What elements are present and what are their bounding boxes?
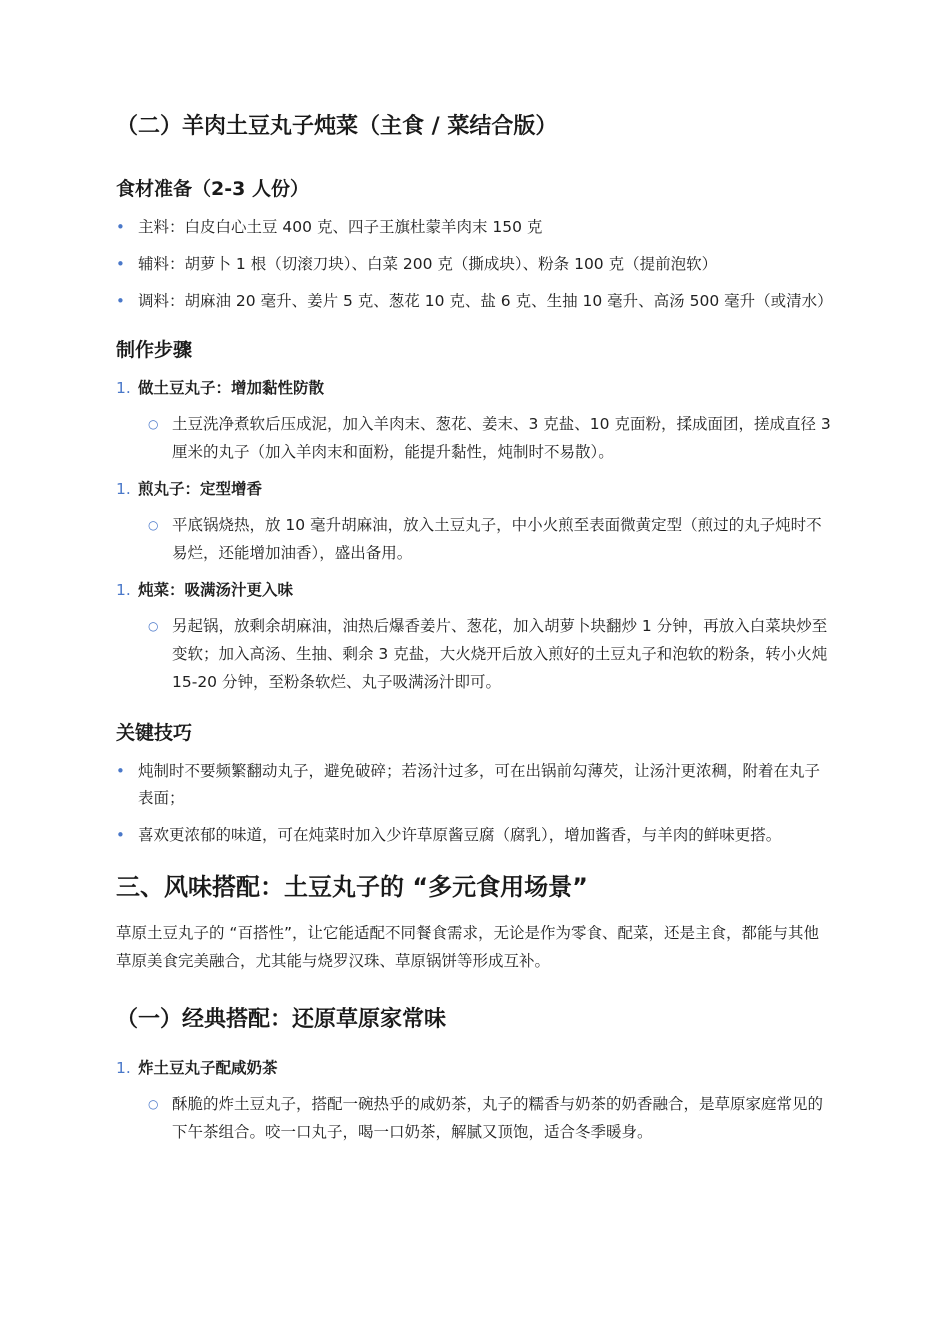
bullet-icon: • <box>116 292 125 310</box>
step-item <box>116 1055 834 1146</box>
list-item: • 炖制时不要频繁翻动丸子，避免破碎；若汤汁过多，可在出锅前勾薄芡，让汤汁更浓稠，附着在丸子表面； <box>116 758 834 812</box>
section-title-pairing: 三、风味搭配：土豆丸子的 “多元食用场景” <box>116 873 588 901</box>
step-detail: 土豆洗净煮软后压成泥，加入羊肉末、葱花、姜末、3 克盐、10 克面粉，揉成面团，搓成直径 3 厘米的丸子（加入羊肉末和面粉，能提升黏性，炖制时不易散）。 <box>172 415 831 461</box>
ingredients-list <box>116 214 834 315</box>
step-item <box>116 577 834 696</box>
section-subtitle-classic: （一）经典搭配：还原草原家常味 <box>116 1007 447 1032</box>
step-number: 1. <box>116 1059 131 1077</box>
circle-bullet-icon: ○ <box>148 1097 159 1111</box>
circle-bullet-icon: ○ <box>148 619 159 633</box>
tips-list <box>116 758 834 849</box>
step-number: 1. <box>116 581 131 599</box>
ingredients-title: 食材准备（2-3 人份） <box>116 178 309 200</box>
step-heading: 煎丸子：定型增香 <box>138 480 263 498</box>
list-item: • 主料：白皮白心土豆 400 克、四子王旗杜蒙羊肉末 150 克 <box>116 214 834 241</box>
step-item <box>116 476 834 567</box>
step-detail: 平底锅烧热，放 10 毫升胡麻油，放入土豆丸子，中小火煎至表面微黄定型（煎过的丸子炖时不易烂，还能增加油香），盛出备用。 <box>172 516 822 562</box>
bullet-icon: • <box>116 255 125 273</box>
step-detail: 酥脆的炸土豆丸子，搭配一碗热乎的咸奶茶，丸子的糯香与奶茶的奶香融合，是草原家庭常见的下午茶组合。咬一口丸子，喝一口奶茶，解腻又顶饱，适合冬季暖身。 <box>172 1095 824 1141</box>
bullet-icon: • <box>116 826 125 844</box>
list-item: • 调料：胡麻油 20 毫升、姜片 5 克、葱花 10 克、盐 6 克、生抽 10 毫升、高汤 500 毫升（或清水） <box>116 288 834 315</box>
step-heading: 炖菜：吸满汤汁更入味 <box>138 581 294 599</box>
circle-bullet-icon: ○ <box>148 518 159 532</box>
step-heading: 炸土豆丸子配咸奶茶 <box>138 1059 278 1077</box>
step-number: 1. <box>116 480 131 498</box>
list-item: • 辅料：胡萝卜 1 根（切滚刀块）、白菜 200 克（撕成块）、粉条 100 克（提前泡软） <box>116 251 834 278</box>
steps-title: 制作步骤 <box>116 339 193 361</box>
step-item <box>116 375 834 466</box>
section-subtitle-stew: （二）羊肉土豆丸子炖菜（主食 / 菜结合版） <box>116 114 558 139</box>
bullet-icon: • <box>116 218 125 236</box>
tips-title: 关键技巧 <box>116 722 193 744</box>
list-item: • 喜欢更浓郁的味道，可在炖菜时加入少许草原酱豆腐（腐乳），增加酱香，与羊肉的鲜味更搭。 <box>116 822 834 849</box>
step-detail: 另起锅，放剩余胡麻油，油热后爆香姜片、葱花，加入胡萝卜块翻炒 1 分钟，再放入白菜块炒至变软；加入高汤、生抽、剩余 3 克盐，大火烧开后放入煎好的土豆丸子和泡软的粉条，转小火炖 15-20 分钟，至粉条软烂、丸子吸满汤汁即可。 <box>172 617 828 691</box>
intro-paragraph: 草原土豆丸子的 “百搭性”，让它能适配不同餐食需求，无论是作为零食、配菜，还是主食，都能与其他草原美食完美融合，尤其能与烧罗汉珠、草原锅饼等形成互补。 <box>116 924 819 970</box>
step-number: 1. <box>116 379 131 397</box>
bullet-icon: • <box>116 762 125 780</box>
step-heading: 做土豆丸子：增加黏性防散 <box>138 379 325 397</box>
circle-bullet-icon: ○ <box>148 417 159 431</box>
